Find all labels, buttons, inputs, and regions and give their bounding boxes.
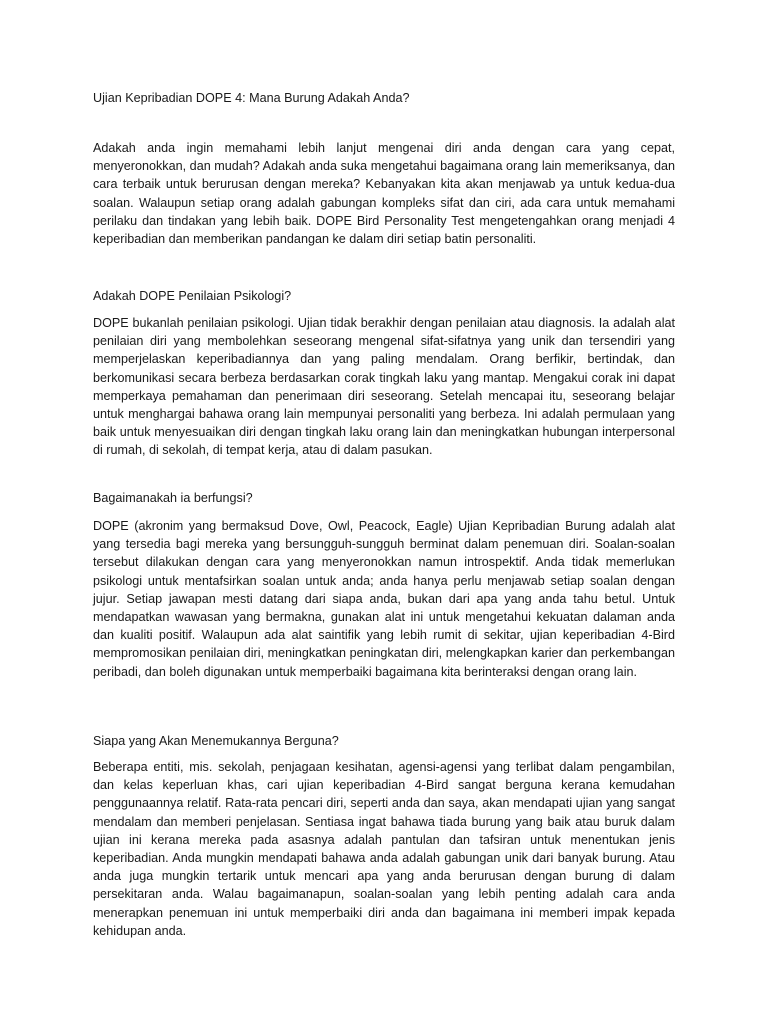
document-title: Ujian Kepribadian DOPE 4: Mana Burung Adakah Anda? <box>93 91 410 105</box>
section-heading-who-benefits: Siapa yang Akan Menemukannya Berguna? <box>93 734 339 748</box>
section-body-who-benefits: Beberapa entiti, mis. sekolah, penjagaan kesihatan, agensi-agensi yang terlibat dalam pengambilan, dan kelas keperluan khas, cari ujian keperibadian 4-Bird sangat berguna kerana kemudahan penggunaannya relatif. Rata-rata pencari diri, seperti anda dan saya, akan mendapati ujian yang sangat mendalam dan memberi penjelasan. Sentiasa ingat bahawa tiada burung yang baik atau buruk dalam ujian ini kerana mereka pada asasnya adalah pantulan dan tafsiran untuk menentukan jenis keperibadian. Anda mungkin mendapati bahawa anda adalah gabungan unik dari banyak burung. Atau anda juga mungkin tertarik untuk mencari apa yang anda berurusan dengan burung di dalam persekitaran anda. Walau bagaimanapun, soalan-soalan yang lebih penting adalah cara anda menerapkan penemuan ini untuk memperbaiki diri anda dan bagaimana ini memberi impak kepada kehidupan anda. <box>93 760 675 938</box>
section-body-psychology: DOPE bukanlah penilaian psikologi. Ujian tidak berakhir dengan penilaian atau diagnosis. Ia adalah alat penilaian diri yang membolehkan seseorang mengenal sifat-sifatnya yang unik dan tersendiri yang memperjelaskan keperibadiannya dan yang paling mendalam. Orang berfikir, bertindak, dan berkomunikasi secara berbeza berdasarkan corak tingkah laku yang mantap. Mengakui corak ini dapat memperkaya pemahaman dan penerimaan diri seseorang. Setelah mencapai itu, seseorang belajar untuk menghargai bahawa orang lain mempunyai personaliti yang berbeza. Ini adalah permulaan yang baik untuk menyesuaikan diri dengan tingkah laku orang lain dan meningkatkan hubungan interpersonal di rumah, di sekolah, di tempat kerja, atau di dalam pasukan. <box>93 316 675 458</box>
section-body-how-it-works: DOPE (akronim yang bermaksud Dove, Owl, Peacock, Eagle) Ujian Kepribadian Burung adalah alat yang tersedia bagi mereka yang bersungguh-sungguh berminat dalam penemuan diri. Soalan-soalan tersebut dilakukan dengan cara yang menyeronokkan namun introspektif. Anda tidak memerlukan psikologi untuk mentafsirkan soalan untuk anda; anda hanya perlu menjawab setiap soalan dengan jujur. Setiap jawapan mesti datang dari siapa anda, bukan dari apa yang anda tahu betul. Untuk mendapatkan wawasan yang bermakna, gunakan alat ini untuk mengetahui kekuatan dalaman anda dan kualiti positif. Walaupun ada alat saintifik yang lebih rumit di sekitar, ujian keperibadian 4-Bird mempromosikan penilaian diri, meningkatkan peningkatan diri, melengkapkan karier dan perkembangan peribadi, dan boleh digunakan untuk memperbaiki bagaimana kita berinteraksi dengan orang lain. <box>93 519 675 679</box>
document-page <box>93 0 675 1024</box>
section-heading-how-it-works: Bagaimanakah ia berfungsi? <box>93 491 253 505</box>
intro-paragraph: Adakah anda ingin memahami lebih lanjut mengenai diri anda dengan cara yang cepat, menyeronokkan, dan mudah? Adakah anda suka mengetahui bagaimana orang lain memeriksanya, dan cara terbaik untuk berurusan dengan mereka? Kebanyakan kita akan menjawab ya untuk kedua-dua soalan. Walaupun setiap orang adalah gabungan kompleks sifat dan ciri, ada cara untuk memahami perilaku dan tindakan yang lebih baik. DOPE Bird Personality Test mengetengahkan orang menjadi 4 keperibadian dan memberikan pandangan ke dalam diri setiap batin personaliti. <box>93 141 675 247</box>
section-heading-psychology: Adakah DOPE Penilaian Psikologi? <box>93 289 292 303</box>
